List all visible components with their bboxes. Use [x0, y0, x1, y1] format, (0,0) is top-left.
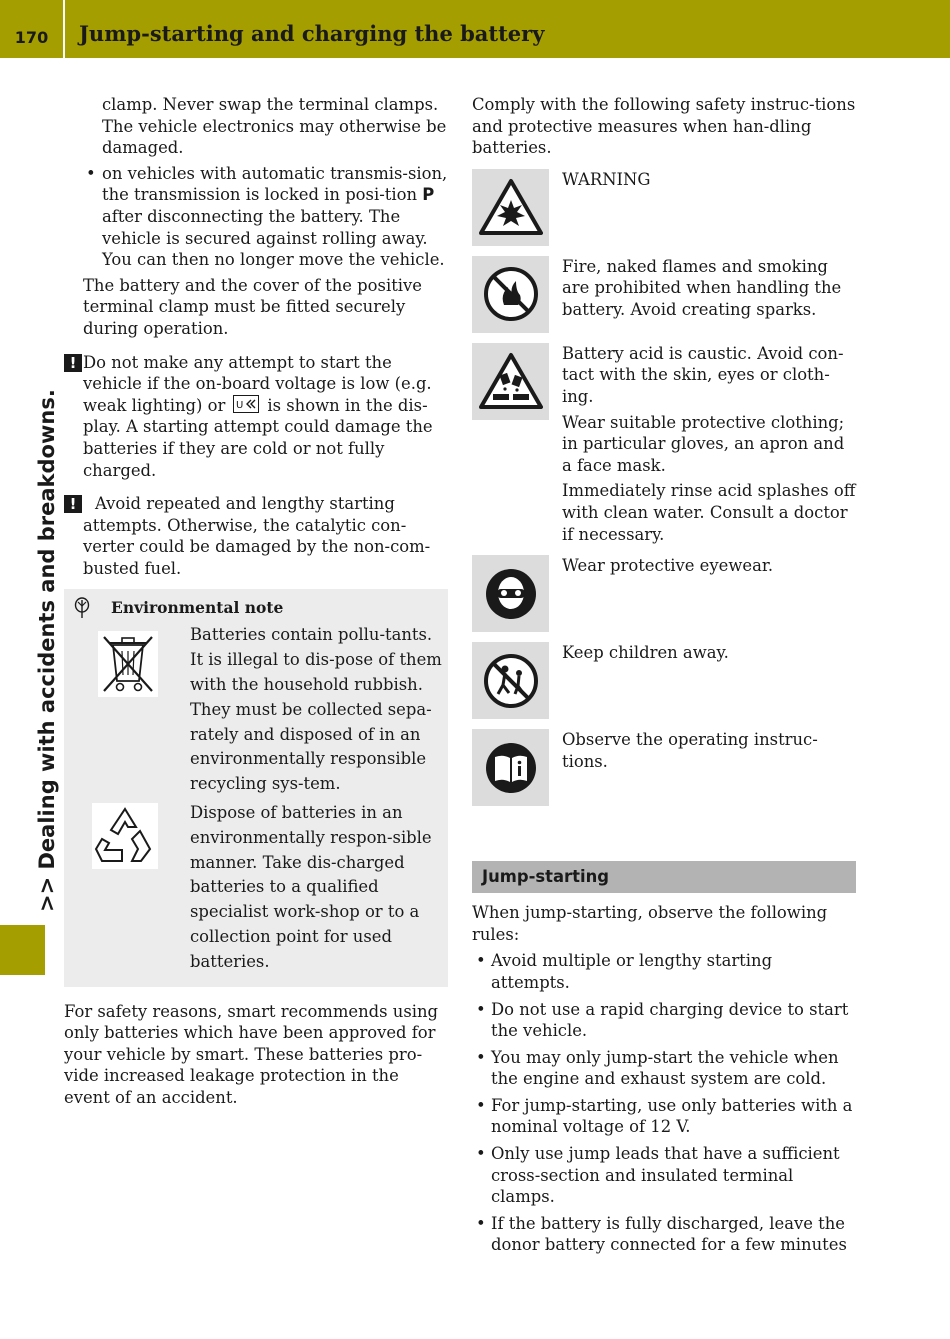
environmental-note [64, 589, 448, 986]
list-item [472, 950, 856, 993]
bullet-icon: • [476, 1047, 486, 1067]
safety-recommendation: For safety reasons, smart recommends using only batteries which have been approved for your vehicle by smart. These batteries pro-vide increased leakage protection in the event of an accident. [64, 1001, 439, 1107]
protective-clothing-text: Wear suitable protective clothing; in particular gloves, an apron and a face mask. [562, 412, 845, 475]
page-title: Jump-starting and charging the battery [79, 21, 545, 46]
list-item [472, 1095, 856, 1138]
page-header [0, 0, 950, 58]
continued-text: clamp. Never swap the terminal clamps. The vehicle electronics may otherwise be damaged. [102, 95, 447, 158]
instructions-text: Observe the operating instruc-tions. [562, 730, 818, 771]
section-heading-jump-starting: Jump-starting [472, 861, 856, 893]
svg-text:U: U [236, 399, 244, 411]
explosion-warning-icon [472, 169, 549, 246]
no-fire-icon [472, 256, 549, 333]
section-side-label: >> Dealing with accidents and breakdowns. [35, 389, 59, 912]
recycling-icon [92, 803, 158, 869]
symbol-row-children [472, 642, 856, 719]
bullet-text-end: after disconnecting the battery. The vehicle is secured against rolling away. You can then no longer move the vehicle. [102, 206, 445, 270]
warning-text-end: is shown in the dis-play. A starting attempt could damage the batteries if they are cold or not fully charged. [83, 395, 433, 480]
warning-text: Do not make any attempt to start the vehicle if the on-board voltage is low (e.g. weak lighting) or [83, 352, 432, 415]
bullet-icon: • [86, 163, 96, 183]
symbol-row-eyewear [472, 555, 856, 632]
warning-text: Avoid repeated and lengthy starting attempts. Otherwise, the catalytic con-verter could be damaged by the non-com-busted fuel. [83, 494, 431, 578]
list-item [64, 163, 448, 271]
bullet-icon: • [476, 999, 486, 1019]
bullet-icon: • [476, 951, 486, 971]
section-tab-marker [0, 925, 45, 975]
rule-text: If the battery is fully discharged, leave the donor battery connected for a few minutes [491, 1213, 847, 1255]
rule-text: For jump-starting, use only batteries with a nominal voltage of 12 V. [491, 1095, 853, 1137]
rule-text: Only use jump leads that have a sufficient cross-section and insulated terminal clamps. [491, 1144, 840, 1207]
leaf-icon [72, 597, 92, 619]
left-column [64, 94, 448, 1109]
safety-intro: Comply with the following safety instruc-tions and protective measures when han-dling batteries. [472, 95, 856, 158]
jump-start-intro: When jump-starting, observe the following rules: [472, 903, 828, 944]
rinse-text: Immediately rinse acid splashes off with clean water. Consult a doctor if necessary. [562, 481, 856, 544]
keep-children-away-icon [472, 642, 549, 719]
env-note-heading [64, 597, 448, 619]
eyewear-text: Wear protective eyewear. [562, 556, 774, 576]
list-item [472, 1143, 856, 1208]
rule-text: Avoid multiple or lengthy starting attempts. [491, 951, 773, 992]
symbol-row-warning [472, 169, 856, 246]
bullet-icon: • [476, 1095, 486, 1115]
header-divider [63, 0, 65, 58]
warning-label: WARNING [562, 169, 651, 189]
battery-cover-text: The battery and the cover of the positive terminal clamp must be fitted securely during operation. [83, 275, 422, 338]
eye-protection-icon [472, 555, 549, 632]
bullet-bold: P [422, 185, 435, 205]
page-number: 170 [14, 28, 49, 47]
env-text-disposal: Batteries contain pollu-tants. It is illegal to dis-pose of them with the household rubbish. They must be collected sepa-rately and disposed of in an environmentally responsible recycling sys-tem. [190, 625, 442, 794]
exclamation-icon: ! [64, 354, 82, 372]
jump-start-rules-list [472, 950, 856, 1256]
list-item [472, 1213, 856, 1256]
operating-instructions-icon [472, 729, 549, 806]
corrosive-warning-icon [472, 343, 549, 420]
acid-text: Battery acid is caustic. Avoid con-tact with the skin, eyes or cloth-ing. [562, 343, 844, 406]
list-item [472, 999, 856, 1042]
exclamation-icon: ! [64, 495, 82, 513]
env-row-recycling [64, 801, 448, 975]
env-note-title: Environmental note [111, 598, 284, 618]
fire-text: Fire, naked flames and smoking are prohibited when handling the battery. Avoid creating sparks. [562, 256, 842, 319]
bullet-text: on vehicles with automatic transmis-sion, the transmission is locked in posi-tion [102, 163, 448, 205]
env-row-disposal [64, 623, 448, 797]
bullet-icon: • [476, 1144, 486, 1164]
battery-display-icon [233, 395, 259, 413]
warning-paragraph [64, 352, 448, 482]
symbol-row-acid [472, 343, 856, 545]
rule-text: Do not use a rapid charging device to start the vehicle. [491, 999, 849, 1041]
bullet-icon: • [476, 1213, 486, 1233]
right-column [472, 94, 856, 1256]
env-text-recycling: Dispose of batteries in an environmentally respon-sible manner. Take dis-charged batteries to a qualified specialist work-shop or to a collection point for used batteries. [190, 803, 432, 971]
crossed-bin-icon [98, 631, 158, 697]
rule-text: You may only jump-start the vehicle when the engine and exhaust system are cold. [491, 1047, 839, 1089]
symbol-row-instructions [472, 729, 856, 806]
list-item [472, 1047, 856, 1090]
warning-paragraph-2 [64, 493, 448, 579]
symbol-row-fire [472, 256, 856, 333]
children-text: Keep children away. [562, 643, 729, 663]
